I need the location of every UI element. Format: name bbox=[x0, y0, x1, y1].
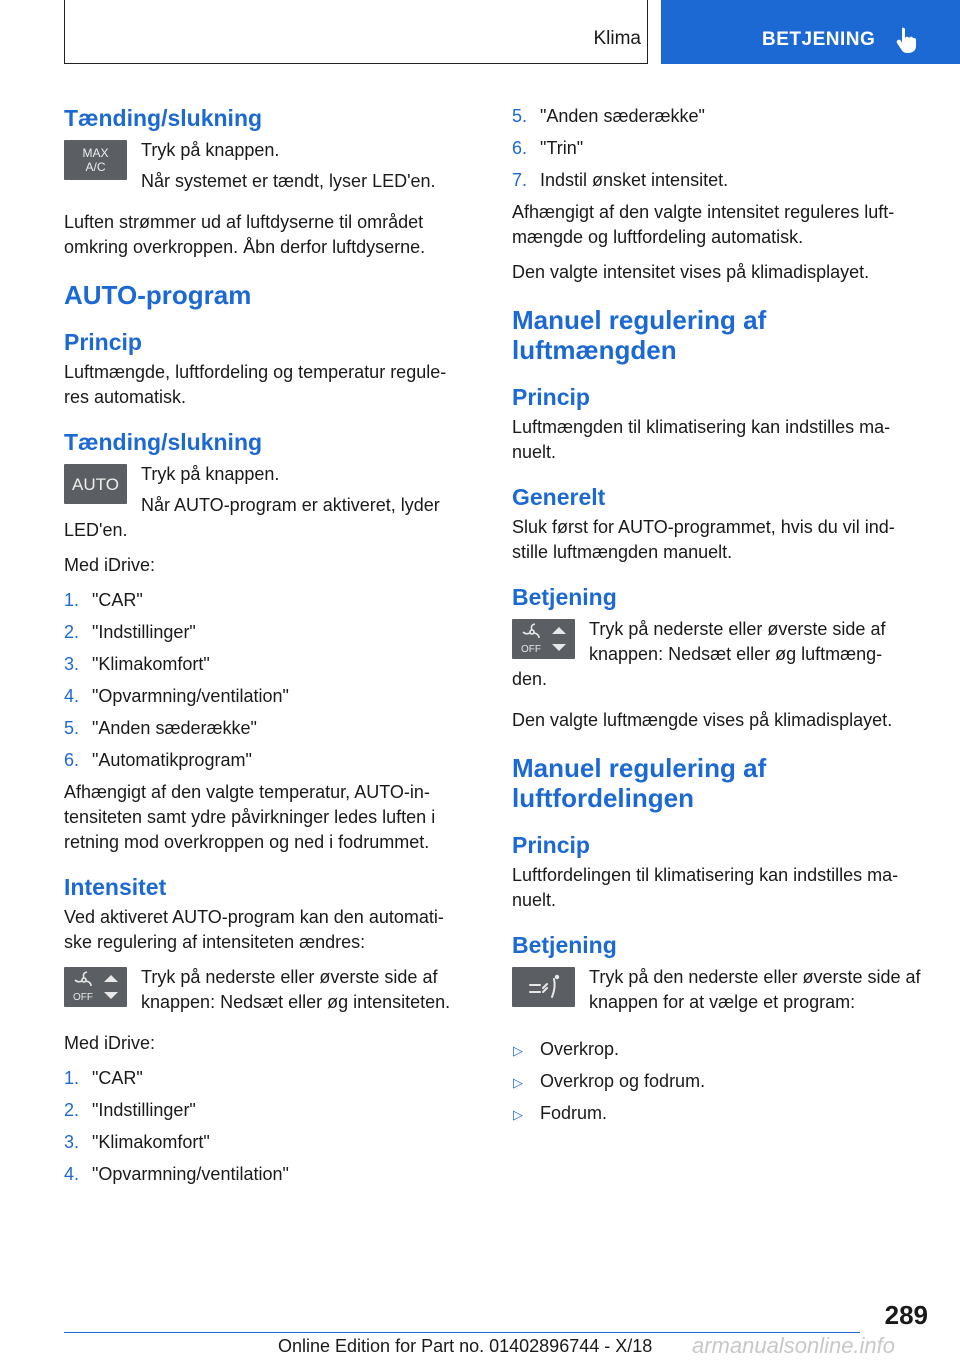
paragraph: Afhængigt af den valgte intensitet reguleres luft‐ mængde og luftfordeling automatisk. bbox=[512, 202, 895, 247]
list-item: 7. Indstil ønsket intensitet. bbox=[512, 170, 729, 190]
paragraph: Afhængigt af den valgte temperatur, AUTO-in‐ tensiteten samt ydre påvirkninger ledes luften i retning mod overkroppen og ned i fodrummet. bbox=[64, 782, 436, 852]
section-heading: Manuel regulering af luftfordelingen bbox=[512, 753, 767, 813]
footer-edition: Online Edition for Part no. 01402896744 - X/18 bbox=[278, 1336, 653, 1356]
paragraph: Luftmængden til klimatisering kan indstilles ma‐ nuelt. bbox=[512, 417, 891, 462]
triangle-bullet-icon: ▷ bbox=[513, 1075, 523, 1090]
right-column bbox=[512, 96, 922, 1133]
list-item: 3. "Klimakomfort" bbox=[64, 654, 210, 674]
page-number: 289 bbox=[884, 1300, 928, 1330]
paragraph: Når systemet er tændt, lyser LED'en. bbox=[141, 171, 436, 191]
list-item: 6. "Automatikprogram" bbox=[64, 750, 252, 770]
subsection-heading: Princip bbox=[64, 329, 142, 355]
paragraph: Tryk på nederste eller øverste side af knappen: Nedsæt eller øg intensiteten. bbox=[141, 967, 451, 1012]
paragraph: Den valgte intensitet vises på klimadisplayet. bbox=[512, 262, 870, 282]
subsection-heading: Betjening bbox=[512, 584, 617, 610]
subsection-heading: Tænding/slukning bbox=[64, 429, 263, 455]
section-heading: Manuel regulering af luftmængden bbox=[512, 305, 767, 365]
list-item: ▷ Fodrum. bbox=[512, 1101, 922, 1126]
list-item: 5. "Anden sæderække" bbox=[64, 718, 257, 738]
subsection-heading: Intensitet bbox=[64, 874, 167, 900]
hand-pointer-icon bbox=[896, 27, 918, 53]
paragraph: Luften strømmer ud af luftdyserne til området omkring overkroppen. Åbn derfor luftdyserne. bbox=[64, 212, 426, 257]
svg-text:OFF: OFF bbox=[521, 644, 541, 655]
svg-text:OFF: OFF bbox=[73, 992, 93, 1003]
icon-row-auto bbox=[64, 462, 474, 543]
left-column bbox=[64, 96, 474, 1194]
svg-text:A/C: A/C bbox=[85, 160, 106, 174]
subsection-heading: Generelt bbox=[512, 484, 606, 510]
paragraph: Luftmængde, luftfordeling og temperatur regule‐ res automatisk. bbox=[64, 362, 447, 407]
paragraph: Tryk på nederste eller øverste side af knappen: Nedsæt eller øg luftmæng‐ den. bbox=[512, 619, 886, 689]
paragraph: Tryk på den nederste eller øverste side af knappen for at vælge et program: bbox=[589, 967, 921, 1012]
subsection-heading: Betjening bbox=[512, 932, 617, 958]
numbered-list bbox=[64, 588, 474, 773]
header-section-box bbox=[64, 0, 648, 64]
fan-rocker-key-icon bbox=[512, 619, 575, 659]
list-item: 2. "Indstillinger" bbox=[64, 622, 196, 642]
header-chapter-title: BETJENING bbox=[762, 29, 876, 50]
paragraph: Med iDrive: bbox=[64, 1033, 156, 1053]
triangle-bullet-icon: ▷ bbox=[513, 1107, 523, 1122]
list-item: 2. "Indstillinger" bbox=[64, 1100, 196, 1120]
fan-rocker-key-icon bbox=[64, 967, 127, 1007]
icon-row-max-ac bbox=[64, 138, 474, 200]
paragraph: Tryk på knappen. bbox=[141, 140, 280, 160]
icon-row-distribution bbox=[512, 965, 922, 1021]
bullet-list bbox=[512, 1037, 922, 1126]
footer-watermark: armanualsonline.info bbox=[692, 1333, 896, 1358]
paragraph: Med iDrive: bbox=[64, 555, 156, 575]
subsection-heading: Princip bbox=[512, 832, 590, 858]
section-heading: Tænding/slukning bbox=[64, 105, 263, 131]
list-item: 6. "Trin" bbox=[512, 138, 584, 158]
numbered-list-continued bbox=[512, 104, 922, 193]
max-ac-key-icon bbox=[64, 140, 127, 180]
svg-text:AUTO: AUTO bbox=[72, 475, 119, 494]
list-item: 1. "CAR" bbox=[64, 1068, 143, 1088]
paragraph: Sluk først for AUTO-programmet, hvis du vil ind‐ stille luftmængden manuelt. bbox=[512, 517, 895, 562]
list-item: 3. "Klimakomfort" bbox=[64, 1132, 210, 1152]
paragraph: Luftfordelingen til klimatisering kan indstilles ma‐ nuelt. bbox=[512, 865, 899, 910]
numbered-list bbox=[64, 1066, 474, 1187]
paragraph: Ved aktiveret AUTO-program kan den automati‐ ske regulering af intensiteten ændres: bbox=[64, 907, 444, 952]
paragraph: Tryk på knappen. bbox=[141, 464, 280, 484]
section-heading: AUTO-program bbox=[64, 280, 252, 310]
header-section-title: Klima bbox=[593, 28, 641, 49]
subsection-heading: Princip bbox=[512, 384, 590, 410]
list-item: 1. "CAR" bbox=[64, 590, 143, 610]
svg-text:MAX: MAX bbox=[82, 146, 109, 160]
list-item: ▷ Overkrop. bbox=[512, 1037, 922, 1062]
list-item: 4. "Opvarmning/ventilation" bbox=[64, 686, 289, 706]
air-distribution-key-icon bbox=[512, 967, 575, 1007]
icon-row-airflow bbox=[512, 617, 922, 698]
paragraph: Når AUTO-program er aktiveret, lyder LED'en. bbox=[64, 495, 440, 540]
icon-row-intensity bbox=[64, 965, 474, 1021]
header-chapter-box bbox=[661, 0, 960, 64]
triangle-bullet-icon: ▷ bbox=[513, 1043, 523, 1058]
list-item: ▷ Overkrop og fodrum. bbox=[512, 1069, 922, 1094]
list-item: 5. "Anden sæderække" bbox=[512, 106, 705, 126]
list-item: 4. "Opvarmning/ventilation" bbox=[64, 1164, 289, 1184]
auto-key-icon bbox=[64, 464, 127, 504]
paragraph: Den valgte luftmængde vises på klimadisplayet. bbox=[512, 710, 893, 730]
